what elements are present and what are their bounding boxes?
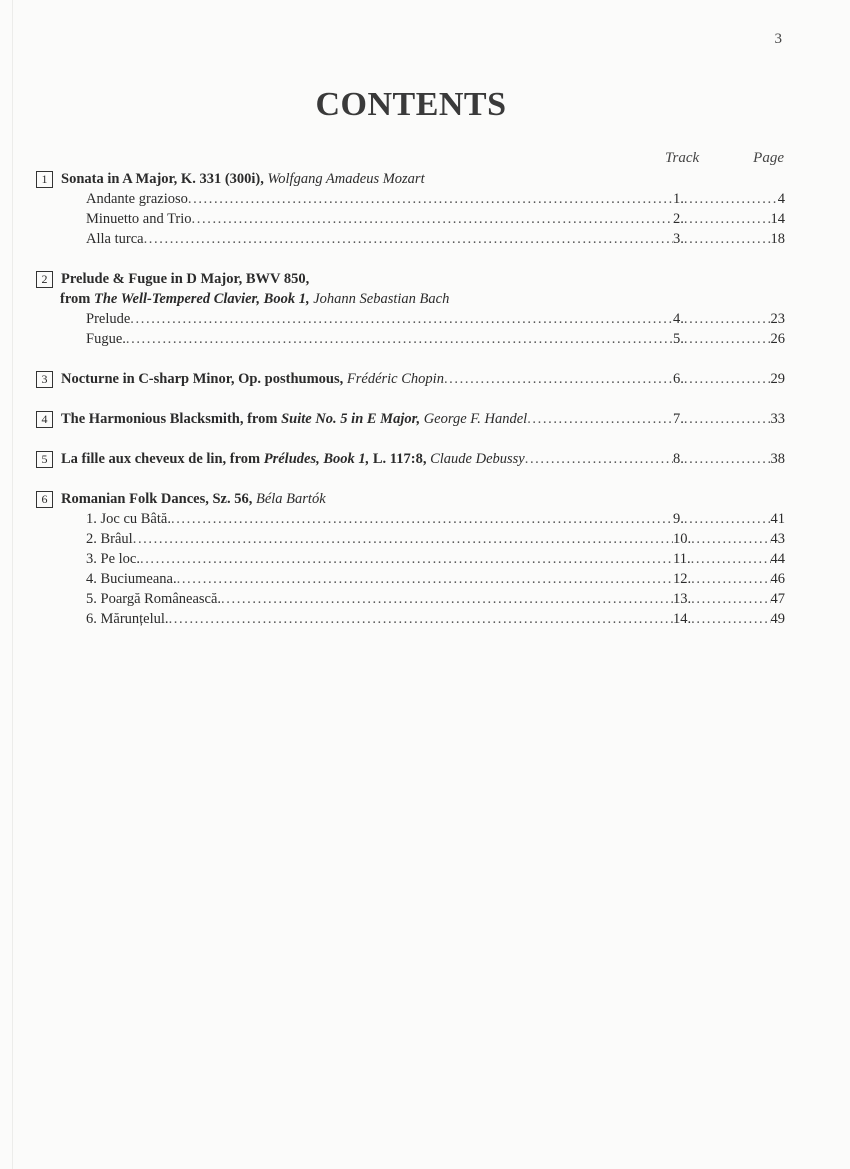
work-title: Sonata in A Major, K. 331 (300i),	[61, 170, 264, 187]
toc-entry[interactable]	[36, 509, 785, 529]
dot-leader	[527, 411, 673, 428]
movement-name: 1. Joc cu Bâtă.	[86, 511, 171, 527]
toc-entry[interactable]	[36, 529, 785, 549]
track-number: 11.	[673, 551, 691, 567]
dot-leader	[684, 509, 771, 529]
toc-entry[interactable]	[36, 589, 785, 609]
dot-leader	[684, 309, 771, 329]
page-ref: 46	[770, 571, 785, 587]
composer-name: Johann Sebastian Bach	[313, 291, 450, 307]
movement-name: 5. Poargă Românească.	[86, 591, 222, 607]
section-number-box: 2	[36, 271, 53, 288]
toc-section-4	[36, 409, 785, 429]
movement-name: 4. Buciumeana.	[86, 571, 177, 587]
toc-section-3	[36, 369, 785, 389]
track-number: 9.	[673, 511, 684, 527]
dot-leader	[192, 209, 673, 229]
movement-name: 2. Brâul	[86, 531, 133, 547]
page-number: 3	[774, 31, 782, 47]
toc-section-2	[36, 269, 785, 349]
composer-name: Wolfgang Amadeus Mozart	[267, 170, 425, 187]
dot-leader	[171, 509, 673, 529]
page-ref: 23	[770, 311, 785, 327]
track-number: 4.	[673, 311, 684, 327]
section-number-box: 6	[36, 491, 53, 508]
track-column-header: Track	[665, 150, 700, 166]
track-number: 3.	[673, 231, 684, 247]
dot-leader	[691, 569, 770, 589]
toc-section-1	[36, 169, 785, 249]
toc-entry[interactable]	[36, 229, 785, 249]
collection-title: Suite No. 5 in E Major,	[281, 410, 421, 427]
toc-entry[interactable]	[36, 369, 785, 389]
section-number-box: 1	[36, 171, 53, 188]
movement-name: 3. Pe loc.	[86, 551, 140, 567]
page-column-header: Page	[753, 150, 784, 166]
section-heading	[36, 269, 785, 289]
composer-name: Béla Bartók	[255, 490, 326, 507]
dot-leader	[444, 371, 673, 388]
toc-entry[interactable]	[36, 209, 785, 229]
dot-leader	[684, 229, 771, 249]
dot-leader	[684, 209, 771, 229]
dot-leader	[691, 549, 771, 569]
section-number-box: 3	[36, 371, 53, 388]
movement-name: Prelude	[86, 311, 131, 327]
movement-name: 6. Mărunțelul.	[86, 611, 169, 627]
section-number-box: 4	[36, 411, 53, 428]
dot-leader	[684, 329, 771, 349]
dot-leader	[221, 589, 673, 609]
page-ref: 38	[770, 450, 785, 467]
page-ref: 14	[770, 211, 785, 227]
movement-name: Alla turca	[86, 231, 144, 247]
dot-leader	[684, 371, 771, 388]
page-ref: 47	[770, 591, 785, 607]
work-title: La fille aux cheveux de lin, from	[61, 450, 261, 467]
page-ref: 29	[770, 370, 785, 387]
toc-entry[interactable]	[36, 329, 785, 349]
page-ref: 41	[770, 511, 785, 527]
track-number: 1.	[673, 191, 684, 207]
toc-section-6	[36, 489, 785, 629]
page-ref: 4	[777, 191, 785, 207]
dot-leader	[144, 229, 673, 249]
track-number: 6.	[673, 370, 684, 387]
work-title: Prelude & Fugue in D Major, BWV 850,	[61, 270, 310, 287]
section-heading	[36, 169, 785, 189]
collection-title: The Well-Tempered Clavier, Book 1,	[93, 291, 310, 307]
collection-title: Préludes, Book 1,	[263, 450, 370, 467]
track-number: 7.	[673, 410, 684, 427]
from-label: from	[60, 291, 91, 307]
work-title: Nocturne in C-sharp Minor, Op. posthumous,	[61, 370, 344, 387]
dot-leader	[684, 411, 771, 428]
track-number: 10.	[673, 531, 692, 547]
composer-name: Frédéric Chopin	[346, 370, 444, 387]
work-title: The Harmonious Blacksmith, from	[61, 410, 278, 427]
dot-leader	[169, 609, 673, 629]
section-number-box: 5	[36, 451, 53, 468]
page-title: CONTENTS	[315, 86, 507, 123]
page-edge	[12, 0, 13, 1169]
toc-entry[interactable]	[36, 409, 785, 429]
toc-section-5	[36, 449, 785, 469]
track-number: 13.	[673, 591, 692, 607]
track-number: 14.	[673, 611, 692, 627]
dot-leader	[126, 329, 673, 349]
movement-name: Andante grazioso	[86, 191, 188, 207]
section-heading	[36, 489, 785, 509]
track-number: 12.	[673, 571, 692, 587]
page-ref: 43	[770, 531, 785, 547]
track-number: 5.	[673, 331, 684, 347]
dot-leader	[691, 529, 770, 549]
column-headers	[0, 150, 850, 170]
dot-leader	[140, 549, 673, 569]
dot-leader	[684, 189, 778, 209]
toc-entry[interactable]	[36, 189, 785, 209]
track-number: 8.	[673, 450, 684, 467]
toc-entry[interactable]	[36, 449, 785, 469]
toc-entry[interactable]	[36, 609, 785, 629]
track-number: 2.	[673, 211, 684, 227]
page-ref: 26	[770, 331, 785, 347]
dot-leader	[691, 609, 770, 629]
composer-name: Claude Debussy	[430, 450, 525, 467]
section-heading-continued	[36, 289, 785, 309]
dot-leader	[130, 309, 673, 329]
dot-leader	[684, 451, 771, 468]
page-ref: 44	[770, 551, 785, 567]
dot-leader	[691, 589, 770, 609]
table-of-contents	[36, 169, 785, 649]
composer-name: George F. Handel	[423, 410, 528, 427]
catalog-number: L. 117:8,	[372, 450, 427, 467]
page-ref: 49	[770, 611, 785, 627]
page-ref: 33	[770, 410, 785, 427]
movement-name: Fugue.	[86, 331, 126, 347]
toc-entry[interactable]	[36, 549, 785, 569]
page-ref: 18	[770, 231, 785, 247]
toc-entry[interactable]	[36, 309, 785, 329]
movement-name: Minuetto and Trio	[86, 211, 192, 227]
work-title: Romanian Folk Dances, Sz. 56,	[61, 490, 253, 507]
dot-leader	[525, 451, 673, 468]
toc-entry[interactable]	[36, 569, 785, 589]
dot-leader	[177, 569, 673, 589]
dot-leader	[133, 529, 673, 549]
dot-leader	[188, 189, 673, 209]
